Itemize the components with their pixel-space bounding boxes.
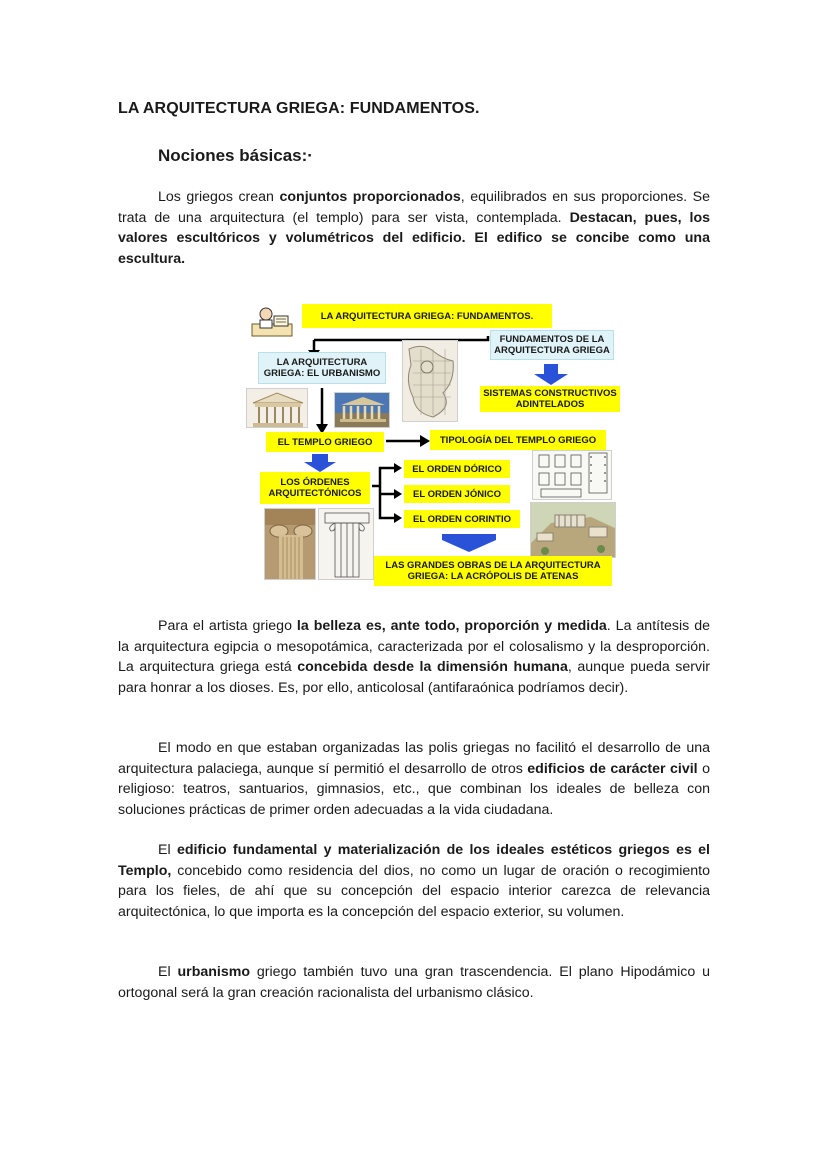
diagram-header-box: LA ARQUITECTURA GRIEGA: FUNDAMENTOS. xyxy=(302,304,552,328)
section-subtitle: Nociones básicas:· xyxy=(158,146,313,165)
bold-text-run: la belleza es, ante todo, proporción y medida xyxy=(296,618,607,634)
bold-text-run: urbanismo xyxy=(177,964,251,980)
orden-jonico-box: EL ORDEN JÓNICO xyxy=(404,485,510,503)
text-run: o religioso: teatros, santuarios, gimnasios, etc., que combinan los ideales de belleza con soluciones prácticas de primer orden adecuadas a la vida ciudadana. xyxy=(118,760,710,818)
paragraph-3 xyxy=(118,738,710,820)
bold-text-run: Destacan, pues, los valores escultóricos y volumétricos del edificio. El edifico se concibe como una escultura. xyxy=(118,209,711,267)
urbanismo-box: LA ARQUITECTURA GRIEGA: EL URBANISMO xyxy=(258,352,386,384)
orden-dorico-box: EL ORDEN DÓRICO xyxy=(404,460,510,478)
text-run: . La antítesis de la arquitectura egipcia o mesopotámica, caracterizada por el colosalismo y la desproporción. La arquitectura griega está xyxy=(118,618,710,676)
temple-plans-image xyxy=(532,450,612,500)
scholar-icon xyxy=(250,304,294,338)
text-run: El xyxy=(158,964,178,980)
text-run: , equilibrados en sus proporciones. Se trata de una arquitectura (el templo) para ser vista, contemplada. xyxy=(118,189,710,226)
concept-diagram xyxy=(246,300,618,590)
tipologia-box: TIPOLOGÍA DEL TEMPLO GRIEGO xyxy=(430,430,606,450)
paragraph-5 xyxy=(118,962,710,1003)
paragraph-2 xyxy=(118,616,710,698)
acropolis-illustration xyxy=(530,502,616,558)
text-run: El xyxy=(158,842,177,858)
ionic-column-photo xyxy=(264,508,316,580)
templo-griego-box: EL TEMPLO GRIEGO xyxy=(266,432,384,452)
text-run: El modo en que estaban organizadas las polis griegas no facilitó el desarrollo de una arquitectura palaciega, aunque sí permitió el desarrollo de otros xyxy=(118,740,710,777)
bold-text-run: edificio fundamental y materialización de los ideales estéticos griegos es el Templo, xyxy=(118,842,710,879)
paragraph-1 xyxy=(118,187,710,269)
ordenes-box: LOS ÓRDENES ARQUITECTÓNICOS xyxy=(260,472,370,504)
page-title: LA ARQUITECTURA GRIEGA: FUNDAMENTOS. xyxy=(118,100,480,117)
orders-drawing-image xyxy=(318,508,374,580)
fundamentos-box: FUNDAMENTOS DE LA ARQUITECTURA GRIEGA xyxy=(490,330,614,360)
city-plan-image xyxy=(402,340,458,422)
bold-text-run: concebida desde la dimensión humana xyxy=(297,659,568,676)
text-run: Para el artista griego xyxy=(158,618,297,634)
bold-text-run: conjuntos proporcionados xyxy=(279,189,461,205)
text-run: concebido como residencia del dios, no como un lugar de oración o recogimiento para los fieles, de ahí que su concepción del espacio interior carezca de relevancia arquitectónica, lo que importa es la concepción del espacio exterior, su volumen. xyxy=(118,862,710,920)
text-run: , aunque pueda servir para honrar a los dioses. Es, por ello, anticolosal (antifaraónica podríamos decir). xyxy=(118,659,710,696)
bold-text-run: edificios de carácter civil xyxy=(527,760,698,777)
text-run: griego también tuvo una gran trascendencia. El plano Hipodámico u ortogonal será la gran creación racionalista del urbanismo clásico. xyxy=(118,964,710,1001)
orden-corintio-box: EL ORDEN CORINTIO xyxy=(404,510,520,528)
text-run: Los griegos crean xyxy=(158,189,280,205)
temple-drawing-image xyxy=(246,388,308,428)
paragraph-4 xyxy=(118,840,710,922)
grandes-obras-box: LAS GRANDES OBRAS DE LA ARQUITECTURA GRIEGA: LA ACRÓPOLIS DE ATENAS xyxy=(374,556,612,586)
sistemas-constructivos-box: SISTEMAS CONSTRUCTIVOS ADINTELADOS xyxy=(480,386,620,412)
parthenon-photo xyxy=(334,392,390,428)
